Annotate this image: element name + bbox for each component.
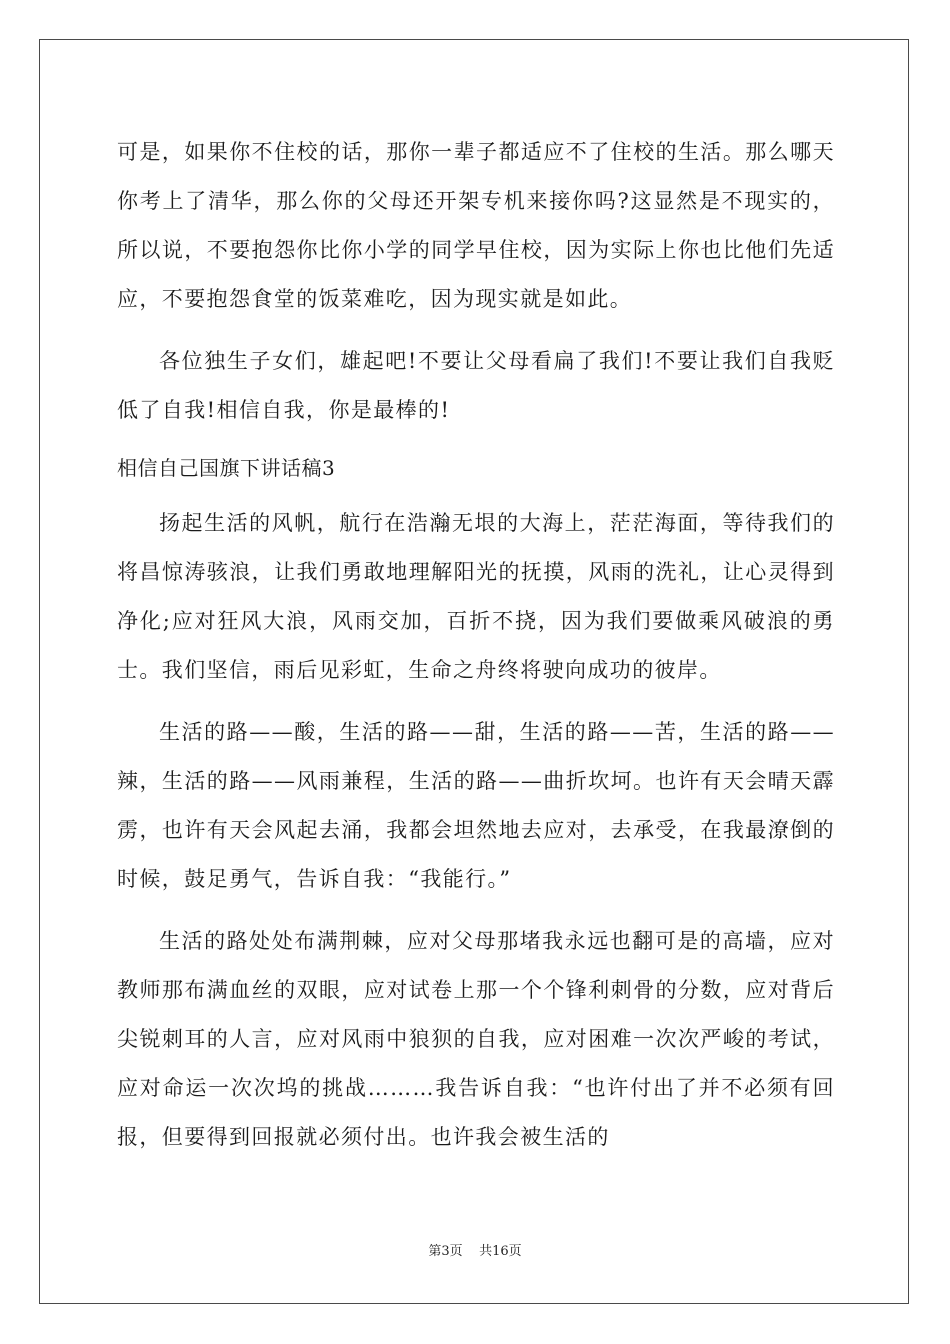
paragraph: 可是，如果你不住校的话，那你一辈子都适应不了住校的生活。那么哪天你考上了清华，那么你的父母还开架专机来接你吗?这显然是不现实的，所以说，不要抱怨你比你小学的同学早住校，因为实际上你也比他们先适应，不要抱怨食堂的饭菜难吃，因为现实就是如此。 [117,140,835,311]
document-body [117,128,835,1175]
page-total: 共16页 [479,1244,522,1259]
page-footer [0,1240,950,1259]
paragraph: 扬起生活的风帆，航行在浩瀚无垠的大海上，茫茫海面，等待我们的将昌惊涛骇浪，让我们勇敢地理解阳光的抚摸，风雨的洗礼，让心灵得到净化;应对狂风大浪，风雨交加，百折不挠，因为我们要做乘风破浪的勇士。我们坚信，雨后见彩虹，生命之舟终将驶向成功的彼岸。 [117,511,835,682]
paragraph: 生活的路——酸，生活的路——甜，生活的路——苦，生活的路——辣，生活的路——风雨兼程，生活的路——曲折坎坷。也许有天会晴天霹雳，也许有天会风起去涌，我都会坦然地去应对，去承受，在我最潦倒的时候，鼓足勇气，告诉自我：“我能行。” [117,720,835,891]
page-number: 第3页 [428,1244,463,1259]
paragraph: 生活的路处处布满荆棘，应对父母那堵我永远也翻可是的高墙，应对教师那布满血丝的双眼，应对试卷上那一个个锋利刺骨的分数，应对背后尖锐刺耳的人言，应对风雨中狼狈的自我，应对困难一次次严峻的考试，应对命运一次次坞的挑战………我告诉自我：“也许付出了并不必须有回报，但要得到回报就必须付出。也许我会被生活的 [117,929,835,1149]
section-heading: 相信自己国旗下讲话稿3 [117,456,336,480]
paragraph: 各位独生子女们，雄起吧!不要让父母看扁了我们!不要让我们自我贬低了自我!相信自我，你是最棒的! [117,349,835,422]
